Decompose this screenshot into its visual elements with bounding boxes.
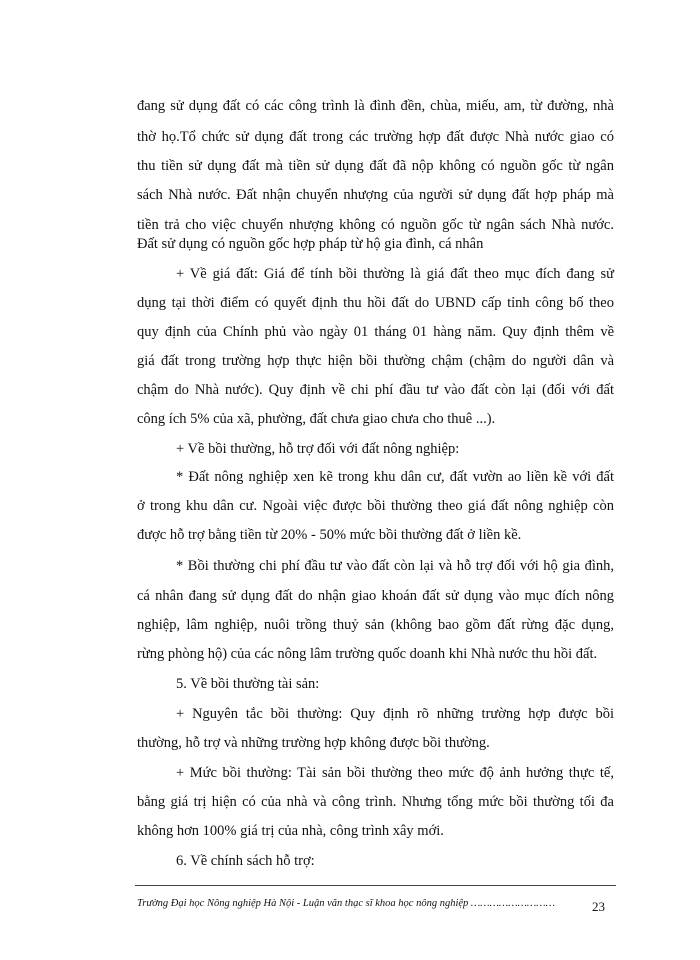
paragraph-line: chậm do Nhà nước). Quy định về chi phí đầu tư vào đất còn lại (đối với đất — [137, 382, 614, 398]
paragraph-line: * Bồi thường chi phí đầu tư vào đất còn lại và hỗ trợ đối với hộ gia đình, — [176, 558, 614, 574]
paragraph-line: công ích 5% của xã, phường, đất chưa giao chưa cho thuê ...). — [137, 411, 496, 427]
paragraph-line: dụng tại thời điểm có quyết định thu hồi đất do UBND cấp tỉnh công bố theo — [137, 295, 614, 311]
paragraph-line: thờ họ.Tổ chức sử dụng đất trong các trường hợp đất được Nhà nước giao có — [137, 129, 614, 145]
paragraph-line: sách Nhà nước. Đất nhận chuyển nhượng của người sử dụng đất hợp pháp mà — [137, 187, 614, 203]
paragraph-line: giá đất trong trường hợp thực hiện bồi thường chậm (chậm do người dân và — [137, 353, 614, 369]
footer-divider — [135, 885, 616, 886]
paragraph-line: + Mức bồi thường: Tài sản bồi thường theo mức độ ảnh hưởng thực tế, — [176, 765, 614, 781]
paragraph-line: Đất sử dụng có nguồn gốc hợp pháp từ hộ gia đình, cá nhân — [137, 236, 484, 252]
section-heading: 6. Về chính sách hỗ trợ: — [176, 853, 315, 869]
paragraph-line: quy định của Chính phủ vào ngày 01 tháng 01 hàng năm. Quy định thêm về — [137, 324, 614, 340]
paragraph-line: đang sử dụng đất có các công trình là đình đền, chùa, miếu, am, từ đường, nhà — [137, 98, 614, 114]
paragraph-line: thường, hỗ trợ và những trường hợp không được bồi thường. — [137, 735, 490, 751]
paragraph-line: + Nguyên tắc bồi thường: Quy định rõ những trường hợp được bồi — [176, 706, 614, 722]
section-heading: 5. Về bồi thường tài sản: — [176, 676, 320, 692]
page-number: 23 — [592, 899, 605, 914]
paragraph-line: ở trong khu dân cư. Ngoài việc được bồi thường theo giá đất nông nghiệp còn — [137, 498, 614, 514]
paragraph-line: * Đất nông nghiệp xen kẽ trong khu dân cư, đất vườn ao liền kề với đất — [176, 469, 614, 485]
paragraph-line: bằng giá trị hiện có của nhà và công trình. Nhưng tổng mức bồi thường tối đa — [137, 794, 614, 810]
paragraph-line: thu tiền sử dụng đất mà tiền sử dụng đất đã nộp không có nguồn gốc từ ngân — [137, 158, 614, 174]
paragraph-line: rừng phòng hộ) của các nông lâm trường quốc doanh khi Nhà nước thu hồi đất. — [137, 646, 598, 662]
paragraph-line: được hỗ trợ bằng tiền từ 20% - 50% mức bồi thường đất ở liền kề. — [137, 527, 522, 543]
paragraph-line: nghiệp, lâm nghiệp, nuôi trồng thuỷ sản (không bao gồm đất rừng đặc dụng, — [137, 617, 614, 633]
paragraph-line: không hơn 100% giá trị của nhà, công trình xây mới. — [137, 823, 444, 839]
page-footer: Trường Đại học Nông nghiệp Hà Nội - Luận văn thạc sĩ khoa học nông nghiệp ……………………… — [137, 898, 555, 909]
paragraph-line: cá nhân đang sử dụng đất do nhận giao khoán đất sử dụng vào mục đích nông — [137, 588, 614, 604]
paragraph-line: tiền trả cho việc chuyển nhượng không có nguồn gốc từ ngân sách Nhà nước. — [137, 217, 614, 233]
paragraph-line: + Về giá đất: Giá để tính bồi thường là giá đất theo mục đích đang sử — [176, 266, 614, 282]
section-heading: + Về bồi thường, hỗ trợ đối với đất nông nghiệp: — [176, 441, 460, 457]
